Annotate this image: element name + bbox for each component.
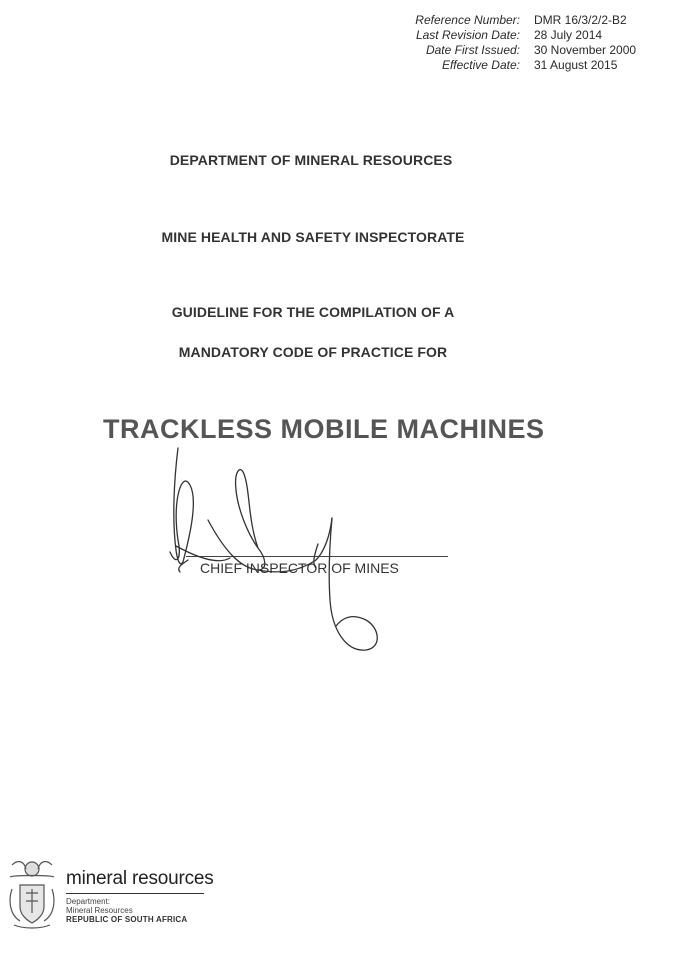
department-heading: DEPARTMENT OF MINERAL RESOURCES [169,152,453,168]
inspectorate-heading: MINE HEALTH AND SAFETY INSPECTORATE [161,229,465,245]
meta-value: 30 November 2000 [534,43,637,57]
coat-of-arms-icon [4,855,60,931]
logo-department-name: Mineral Resources [66,906,133,915]
meta-value: DMR 16/3/2/2-B2 [534,13,627,27]
meta-label: Date First Issued: [425,43,520,57]
document-metadata [380,13,670,73]
guideline-heading-line1: GUIDELINE FOR THE COMPILATION OF A [171,304,455,320]
meta-row-effective [380,58,670,73]
logo-divider [66,893,204,894]
meta-row-reference [380,13,670,28]
guideline-heading-line2: MANDATORY CODE OF PRACTICE FOR [178,344,448,360]
logo-department-label: Department: [66,897,111,906]
meta-row-first-issued [380,43,670,58]
logo-name: mineral resources [66,868,214,889]
signature-image [168,440,398,660]
document-title: TRACKLESS MOBILE MACHINES [103,414,545,444]
meta-row-last-revision [380,28,670,43]
meta-label: Last Revision Date: [415,28,520,42]
signatory-title: CHIEF INSPECTOR OF MINES [200,560,399,576]
meta-label: Effective Date: [441,58,520,72]
meta-value: 28 July 2014 [534,28,603,42]
meta-label: Reference Number: [415,13,520,27]
meta-value: 31 August 2015 [534,58,618,72]
logo-country: REPUBLIC OF SOUTH AFRICA [66,915,188,924]
